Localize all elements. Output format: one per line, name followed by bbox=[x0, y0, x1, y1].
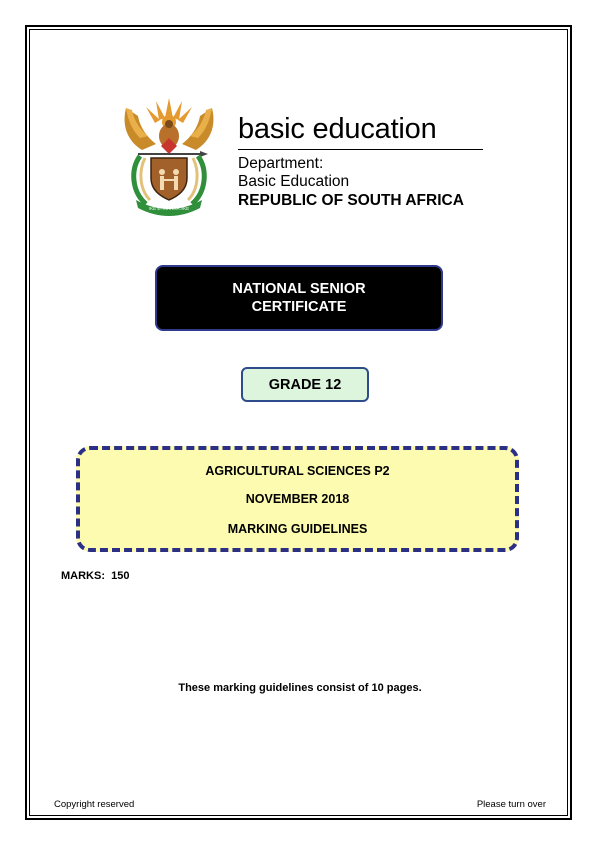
document-type: MARKING GUIDELINES bbox=[227, 522, 368, 536]
certificate-banner bbox=[155, 265, 443, 331]
certificate-line-1: NATIONAL SENIOR bbox=[232, 281, 366, 297]
grade-label: GRADE 12 bbox=[268, 376, 342, 393]
page-count-note: These marking guidelines consist of 10 pages. bbox=[178, 682, 422, 694]
department-label: Department: bbox=[238, 155, 324, 172]
department-name: Basic Education bbox=[238, 173, 350, 190]
department-brand bbox=[238, 112, 483, 210]
motto-text: !KE E: /XARRA //KE bbox=[148, 206, 190, 211]
grade-badge bbox=[241, 367, 369, 402]
subject-title: AGRICULTURAL SCIENCES P2 bbox=[205, 464, 390, 478]
coat-of-arms-icon bbox=[118, 92, 220, 217]
copyright-notice: Copyright reserved bbox=[54, 799, 135, 810]
total-marks: MARKS: 150 bbox=[61, 570, 130, 582]
certificate-line-2: CERTIFICATE bbox=[251, 299, 347, 315]
subject-box bbox=[76, 446, 519, 552]
brand-title: basic education bbox=[238, 113, 437, 145]
exam-session: NOVEMBER 2018 bbox=[245, 492, 350, 506]
turn-over-notice: Please turn over bbox=[476, 799, 546, 810]
brand-divider bbox=[238, 149, 483, 150]
country-name: REPUBLIC OF SOUTH AFRICA bbox=[238, 192, 464, 209]
